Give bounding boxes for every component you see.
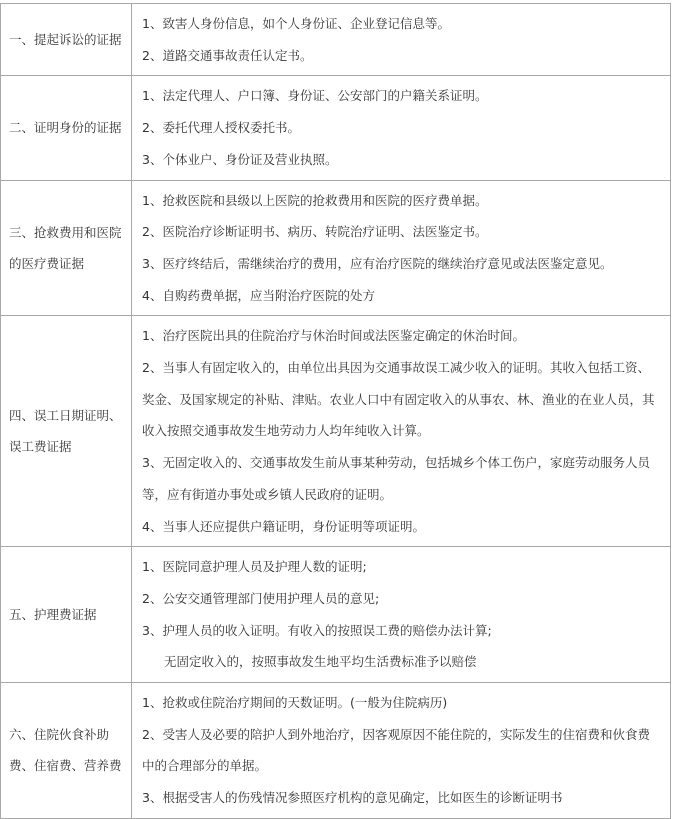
list-item: 3、无固定收入的、交通事故发生前从事某种劳动，包括城乡个体工伤户，家庭劳动服务人员等，应有街道办事处或乡镇人民政府的证明。 [142,455,650,502]
list-item-note: 无固定收入的，按照事故发生地平均生活费标准予以赔偿 [164,654,477,670]
list-item: 3、个体业户、身份证及营业执照。 [142,151,338,167]
list-item: 4、当事人还应提供户籍证明，身份证明等项证明。 [142,518,425,534]
list-item: 1、抢救医院和县级以上医院的抢救费用和医院的医疗费单据。 [142,192,488,208]
items-cell [132,316,671,547]
table-row [1,4,671,76]
table-row [1,683,671,819]
list-item: 2、受害人及必要的陪护人到外地治疗，因客观原因不能住院的，实际发生的住宿费和伙食费中的合理部分的单据。 [142,726,650,774]
table-row [1,180,671,316]
items-cell [132,180,671,316]
table-row [1,316,671,547]
category-cell: 二、证明身份的证据 [1,76,132,180]
items-cell [132,76,671,180]
evidence-table [0,3,671,819]
list-item: 3、医疗终结后，需继续治疗的费用，应有治疗医院的继续治疗意见或法医鉴定意见。 [142,255,613,271]
category-cell: 一、提起诉讼的证据 [1,4,132,76]
list-item: 2、道路交通事故责任认定书。 [142,47,313,63]
category-cell: 五、护理费证据 [1,547,132,683]
list-item: 2、委托代理人授权委托书。 [142,120,300,136]
list-item: 4、自购药费单据，应当附治疗医院的处方 [142,287,375,303]
table-row [1,76,671,180]
items-cell [132,4,671,76]
list-item: 1、法定代理人、户口簿、身份证、公安部门的户籍关系证明。 [142,88,488,104]
items-cell [132,547,671,683]
list-item: 3、护理人员的收入证明。有收入的按照误工费的赔偿办法计算; [142,622,492,638]
list-item: 3、根据受害人的伤残情况参照医疗机构的意见确定，比如医生的诊断证明书 [142,790,563,806]
list-item: 1、治疗医院出具的住院治疗与休治时间或法医鉴定确定的休治时间。 [142,328,525,344]
list-item: 2、公安交通管理部门使用护理人员的意见; [142,590,380,606]
list-item: 2、当事人有固定收入的，由单位出具因为交通事故误工减少收入的证明。其收入包括工资、奖金、及国家规定的补贴、津贴。农业人口中有固定收入的从事农、林、渔业的在业人员，其收入按照交通事故发生地劳动力人均年纯收入计算。 [142,360,655,439]
category-cell: 六、住院伙食补助费、住宿费、营养费 [1,683,132,819]
list-item: 2、医院治疗诊断证明书、病历、转院治疗证明、法医鉴定书。 [142,224,488,240]
list-item: 1、抢救或住院治疗期间的天数证明。(一般为住院病历) [142,695,448,711]
category-cell: 四、误工日期证明、误工费证据 [1,316,132,547]
list-item: 1、医院同意护理人员及护理人数的证明; [142,559,367,575]
category-cell: 三、抢救费用和医院的医疗费证据 [1,180,132,316]
table-row [1,547,671,683]
items-cell [132,683,671,819]
list-item: 1、致害人身份信息，如个人身份证、企业登记信息等。 [142,16,450,31]
